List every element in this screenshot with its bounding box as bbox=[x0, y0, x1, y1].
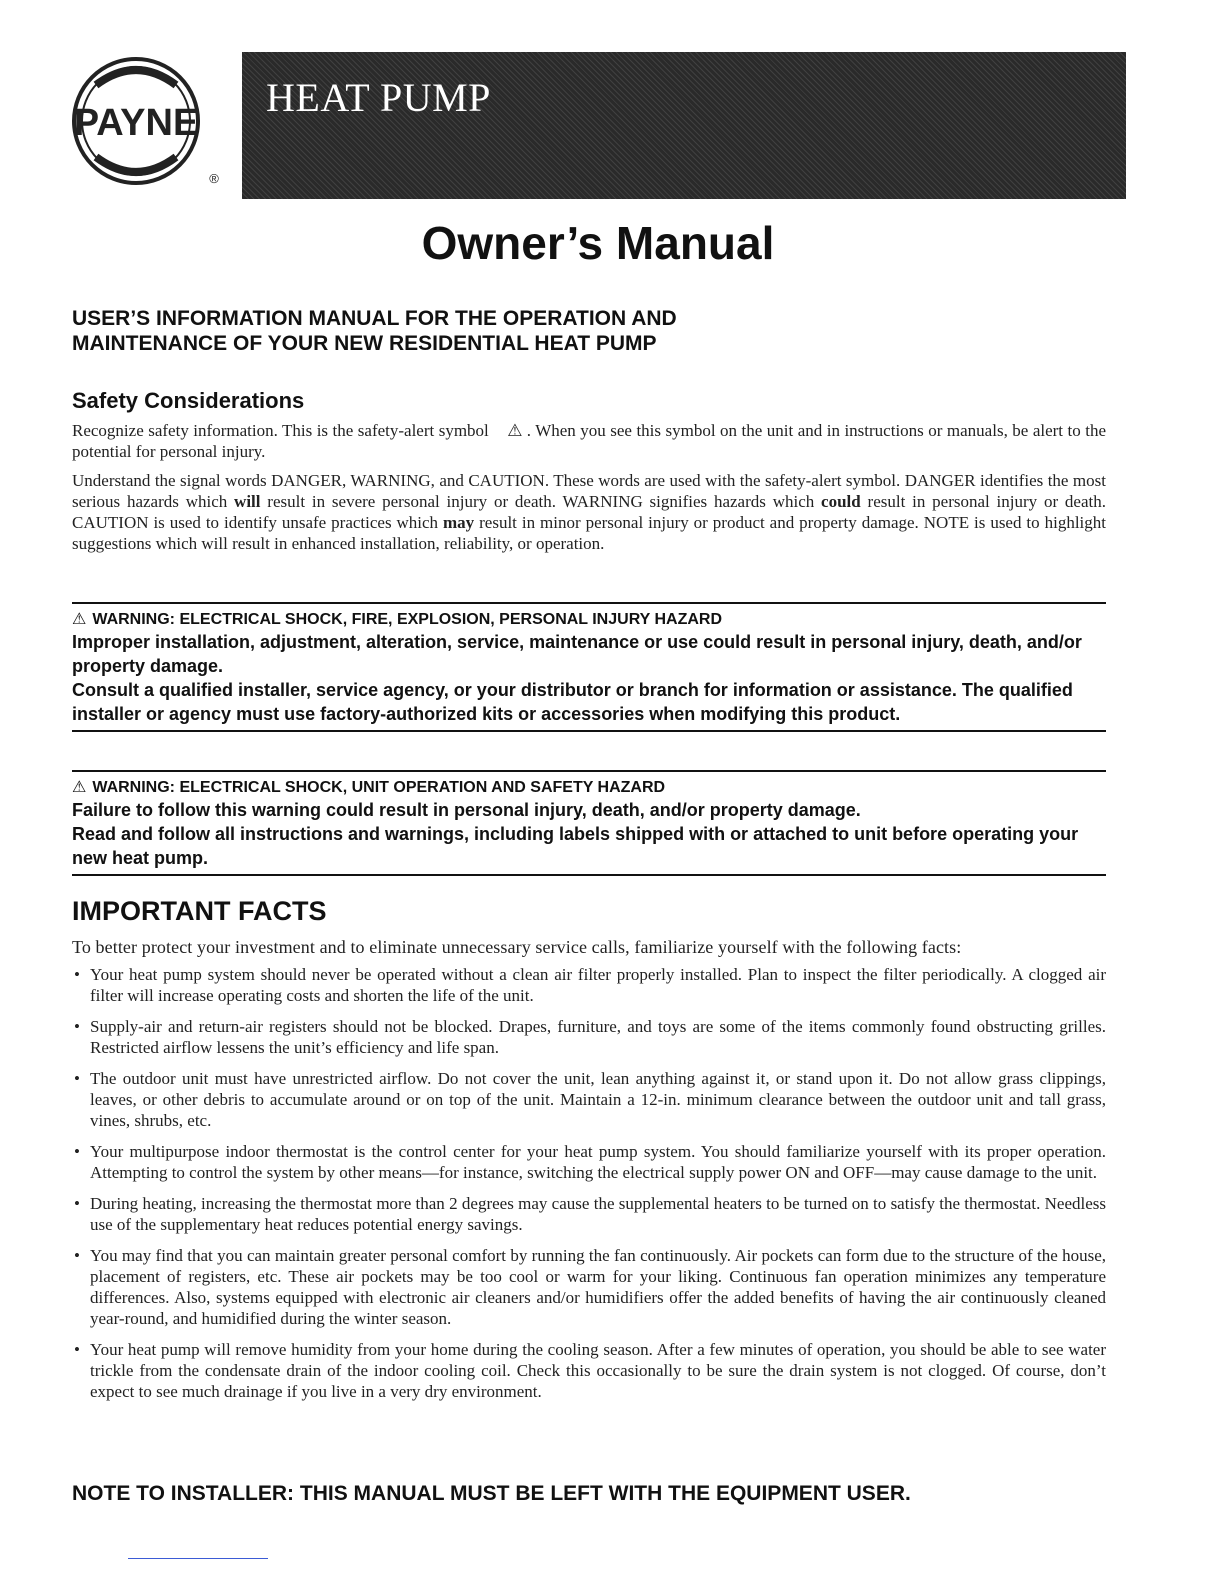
safety-heading: Safety Considerations bbox=[72, 388, 305, 413]
banner-title: HEAT PUMP bbox=[266, 75, 491, 120]
logo-text: PAYNE bbox=[73, 102, 199, 144]
footer-rule bbox=[128, 1558, 268, 1559]
list-item: • Supply-air and return-air registers should not be blocked. Drapes, furniture, and toys are some of the items commonly found obstructing grilles. Restricted airflow lessens the unit’s efficiency and life span. bbox=[72, 1016, 1106, 1058]
registered-mark: ® bbox=[209, 171, 219, 186]
list-item: • During heating, increasing the thermostat more than 2 degrees may cause the supplemental heaters to be turned on to satisfy the thermostat. Needless use of the supplementary heat reduces potential energy savings. bbox=[72, 1193, 1106, 1235]
signal-word-could: could bbox=[821, 492, 861, 511]
warning-1-body-2: Consult a qualified installer, service agency, or your distributor or branch for information or assistance. The qualified installer or agency must use factory-authorized kits or accessories when modifying this product. bbox=[72, 680, 1073, 724]
facts-list bbox=[72, 964, 1106, 1412]
list-item: • Your heat pump system should never be operated without a clean air filter properly installed. Plan to inspect the filter periodically. A clogged air filter will increase operating costs and shorten the life of the unit. bbox=[72, 964, 1106, 1006]
signal-word-may: may bbox=[443, 513, 475, 532]
safety-paragraph-1 bbox=[72, 420, 1106, 462]
document-subtitle bbox=[72, 306, 1122, 356]
subtitle-line-2: MAINTENANCE OF YOUR NEW RESIDENTIAL HEAT PUMP bbox=[72, 332, 657, 355]
list-item: • The outdoor unit must have unrestricted airflow. Do not cover the unit, lean anything against it, or stand upon it. Do not allow grass clippings, leaves, or other debris to accumulate around or on top of the unit. Maintain a 12-in. minimum clearance between the outdoor unit and tall grass, vines, shrubs, etc. bbox=[72, 1068, 1106, 1131]
safety-p2-text-d: result in minor personal injury or product and property damage. NOTE is used to highlight suggestions which will result in enhanced installation, reliability, or operation. bbox=[72, 513, 1106, 553]
safety-alert-icon: ⚠ bbox=[507, 421, 523, 440]
safety-p2-text-a: Understand the signal words DANGER, WARNING, and CAUTION. These words are used with the safety-alert symbol. DANGER identifies the most serious hazards which bbox=[72, 471, 1106, 511]
payne-logo bbox=[66, 55, 226, 190]
list-item: • You may find that you can maintain greater personal comfort by running the fan continuously. Air pockets can form due to the structure of the house, placement of registers, etc. These air pockets may be too cool or warm for your liking. Continuous fan operation minimizes any temperature differences. Also, systems equipped with electronic air cleaners and/or humidifiers offer the added benefits of having the air continuously cleaned year-round, and humidified during the winter season. bbox=[72, 1245, 1106, 1329]
warning-triangle-icon: ⚠ bbox=[72, 779, 87, 796]
warning-2-body-2: Read and follow all instructions and warnings, including labels shipped with or attached to unit before operating your new heat pump. bbox=[72, 824, 1079, 868]
safety-p1-text-a: Recognize safety information. This is the safety-alert symbol bbox=[72, 421, 489, 440]
important-facts-intro: To better protect your investment and to eliminate unnecessary service calls, familiarize yourself with the following facts: bbox=[72, 937, 962, 957]
title-banner bbox=[242, 52, 1126, 199]
safety-paragraph-2 bbox=[72, 470, 1106, 554]
safety-p1-text-b: . When you see this symbol on the unit and in instructions or manuals, be alert to the potential for personal injury. bbox=[72, 421, 1106, 461]
important-facts-heading: IMPORTANT FACTS bbox=[72, 896, 327, 926]
warning-triangle-icon: ⚠ bbox=[72, 611, 87, 628]
warning-box-1 bbox=[72, 602, 1106, 732]
installer-note: NOTE TO INSTALLER: THIS MANUAL MUST BE LEFT WITH THE EQUIPMENT USER. bbox=[72, 1482, 911, 1505]
signal-word-will: will bbox=[234, 492, 261, 511]
subtitle-line-1: USER’S INFORMATION MANUAL FOR THE OPERATION AND bbox=[72, 307, 677, 330]
warning-2-body-1: Failure to follow this warning could result in personal injury, death, and/or property damage. bbox=[72, 800, 861, 820]
list-item: • Your multipurpose indoor thermostat is the control center for your heat pump system. You should familiarize yourself with its proper operation. Attempting to control the system by other means—for instance, switching the electrical supply power ON and OFF—may cause damage to the unit. bbox=[72, 1141, 1106, 1183]
safety-p2-text-b: result in severe personal injury or death. WARNING signifies hazards which bbox=[260, 492, 822, 511]
safety-p2-text-c: result in personal injury or death. CAUTION is used to identify unsafe practices which bbox=[72, 492, 1106, 532]
warning-2-head: WARNING: ELECTRICAL SHOCK, UNIT OPERATION AND SAFETY HAZARD bbox=[92, 779, 666, 796]
warning-1-body-1: Improper installation, adjustment, alteration, service, maintenance or use could result in personal injury, death, and/or property damage. bbox=[72, 632, 1082, 676]
page-title: Owner’s Manual bbox=[421, 217, 775, 269]
list-item: • Your heat pump will remove humidity from your home during the cooling season. After a few minutes of operation, you should be able to see water trickle from the condensate drain of the indoor cooling coil. Check this occasionally to be sure the drain system is not clogged. Of course, don’t expect to see much drainage if you live in a very dry environment. bbox=[72, 1339, 1106, 1402]
warning-1-head: WARNING: ELECTRICAL SHOCK, FIRE, EXPLOSION, PERSONAL INJURY HAZARD bbox=[92, 611, 723, 628]
warning-box-2 bbox=[72, 770, 1106, 876]
